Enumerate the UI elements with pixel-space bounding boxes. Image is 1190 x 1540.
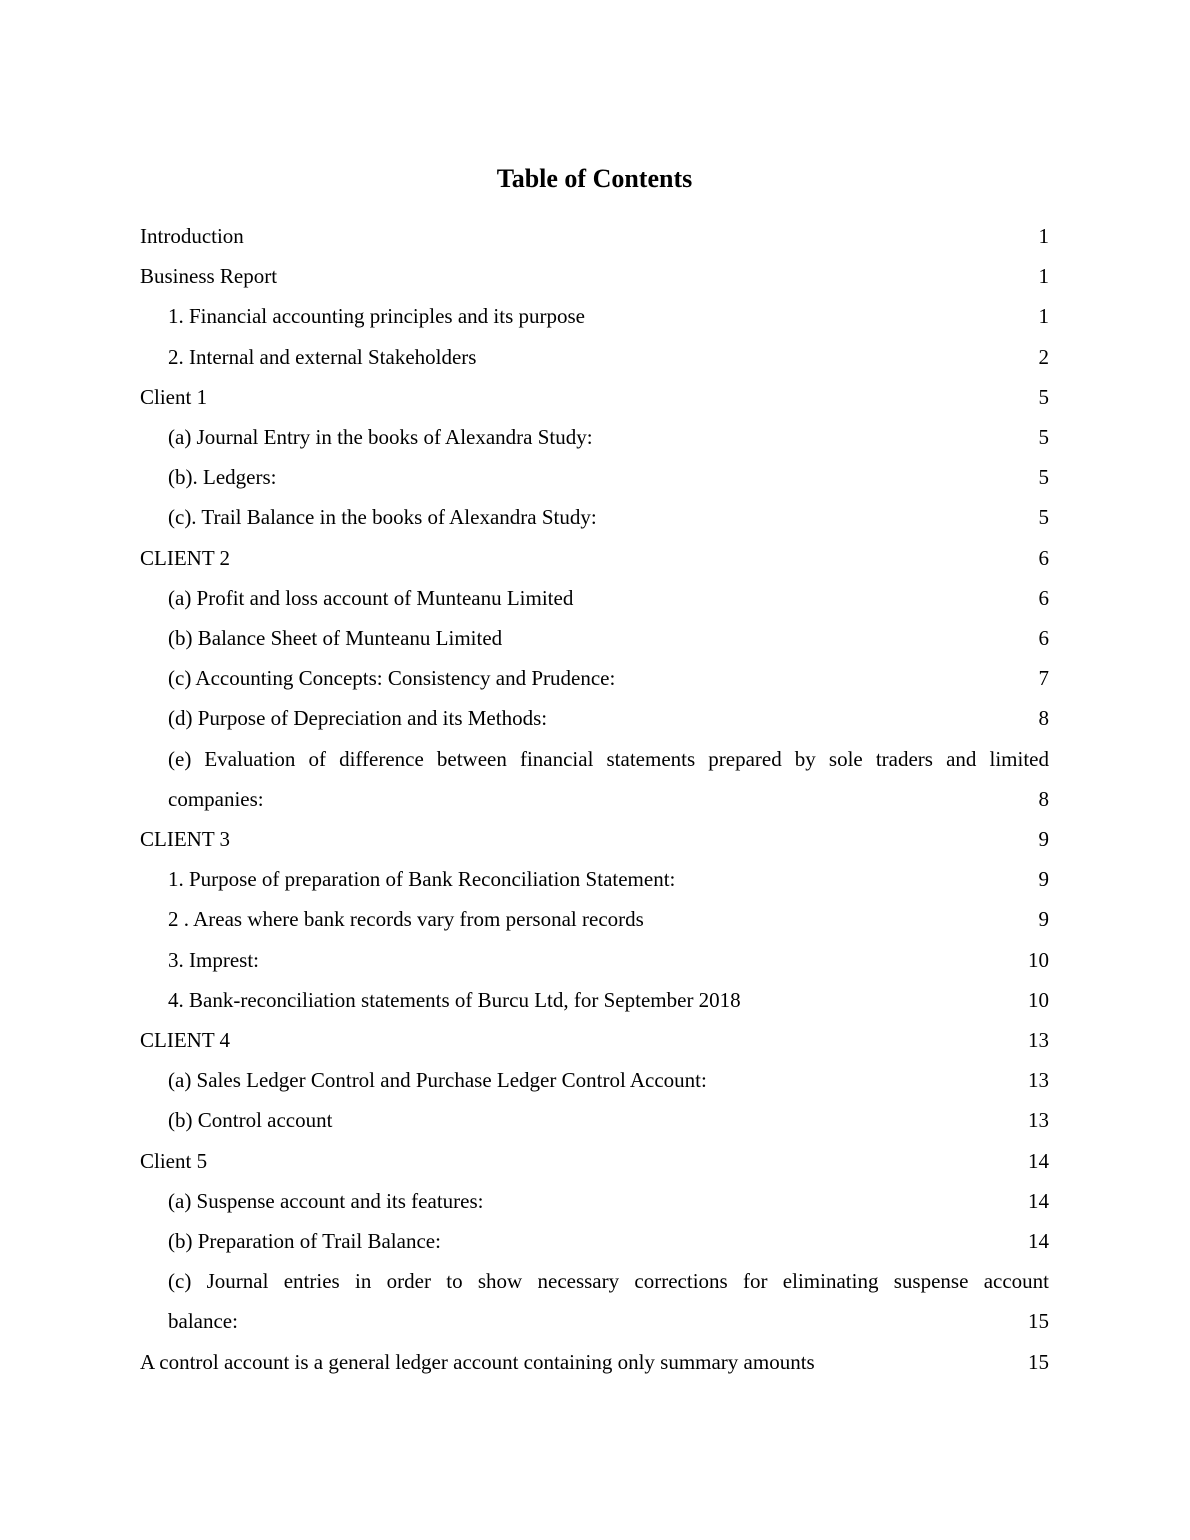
toc-entry-row (140, 819, 1049, 859)
toc-entry-page-number: 10 (1028, 987, 1049, 1012)
toc-entry-label: Client 1 (140, 384, 208, 409)
toc-entry-page-number: 15 (1028, 1349, 1049, 1374)
toc-entry-page-number: 9 (1038, 867, 1049, 892)
toc-entry-row (168, 940, 1049, 980)
toc-entry[interactable] (140, 417, 1049, 457)
toc-entry-row (140, 1141, 1049, 1181)
toc-entry-page-number: 15 (1028, 1309, 1049, 1334)
toc-entry-page-number: 5 (1038, 505, 1049, 530)
toc-entry[interactable] (140, 1100, 1049, 1140)
toc-entry-page-number: 5 (1038, 425, 1049, 450)
toc-entry[interactable] (140, 739, 1049, 819)
dot-leader (238, 1307, 1028, 1328)
toc-entry-label: (b) Control account (168, 1108, 333, 1133)
toc-entry[interactable] (140, 578, 1049, 618)
toc-entry-label: (c). Trail Balance in the books of Alexandra Study: (168, 505, 597, 530)
dot-leader (573, 584, 1038, 605)
toc-entry[interactable] (140, 698, 1049, 738)
toc-entry[interactable] (140, 819, 1049, 859)
toc-entry-page-number: 2 (1038, 344, 1049, 369)
toc-entry-label: companies: (168, 786, 264, 811)
toc-entry-label: (a) Sales Ledger Control and Purchase Ledger Control Account: (168, 1068, 707, 1093)
toc-entry[interactable] (140, 216, 1049, 256)
toc-entry-row (168, 1060, 1049, 1100)
toc-entry-label: CLIENT 2 (140, 545, 231, 570)
toc-entry-row (140, 1342, 1049, 1382)
toc-entry[interactable] (140, 859, 1049, 899)
toc-entry-label: Client 5 (140, 1148, 208, 1173)
toc-entry-page-number: 5 (1038, 384, 1049, 409)
toc-entry-row (168, 1100, 1049, 1140)
dot-leader (476, 343, 1038, 364)
dot-leader (741, 986, 1028, 1007)
dot-leader (441, 1227, 1028, 1248)
toc-entry[interactable] (140, 1261, 1049, 1341)
dot-leader (675, 865, 1038, 886)
dot-leader (483, 1187, 1028, 1208)
toc-entry-page-number: 8 (1038, 706, 1049, 731)
toc-entry-label: (d) Purpose of Depreciation and its Methods: (168, 706, 548, 731)
toc-entry-row (168, 658, 1049, 698)
toc-entry[interactable] (140, 1020, 1049, 1060)
dot-leader (264, 785, 1039, 806)
toc-entry[interactable] (140, 1221, 1049, 1261)
toc-entry-page-number: 9 (1038, 827, 1049, 852)
toc-entry-row (168, 457, 1049, 497)
toc-entry[interactable] (140, 1342, 1049, 1382)
dot-leader (597, 503, 1039, 524)
toc-entry-row (168, 337, 1049, 377)
toc-entry-row (168, 779, 1049, 819)
toc-entry-page-number: 13 (1028, 1108, 1049, 1133)
toc-entry[interactable] (140, 1141, 1049, 1181)
toc-entry-row (168, 1301, 1049, 1341)
toc-entry-row (168, 698, 1049, 738)
toc-entry-label: Business Report (140, 264, 278, 289)
dot-leader (244, 222, 1039, 243)
dot-leader (207, 1147, 1028, 1168)
toc-entry-label: (b). Ledgers: (168, 465, 277, 490)
toc-entry-page-number: 8 (1038, 786, 1049, 811)
toc-entry-page-number: 14 (1028, 1229, 1049, 1254)
dot-leader (230, 544, 1038, 565)
toc-entry-row (140, 1020, 1049, 1060)
toc-entry[interactable] (140, 497, 1049, 537)
dot-leader (230, 1026, 1028, 1047)
toc-entry-label: Introduction (140, 224, 244, 248)
toc-entry-label: CLIENT 4 (140, 1028, 231, 1053)
toc-entry-row (168, 859, 1049, 899)
dot-leader (547, 704, 1038, 725)
toc-entry-page-number: 13 (1028, 1068, 1049, 1093)
toc-entry-label: A control account is a general ledger account containing only summary amounts (140, 1349, 815, 1374)
toc-entry-row (168, 578, 1049, 618)
toc-entry[interactable] (140, 658, 1049, 698)
toc-entry[interactable] (140, 296, 1049, 336)
dot-leader (644, 905, 1039, 926)
toc-entry-row (168, 497, 1049, 537)
toc-entry-row (168, 899, 1049, 939)
toc-entry-page-number: 14 (1028, 1188, 1049, 1213)
dot-leader (259, 946, 1028, 967)
toc-entry-page-number: 14 (1028, 1148, 1049, 1173)
toc-entry-label: 1. Financial accounting principles and its purpose (168, 304, 585, 329)
dot-leader (207, 383, 1038, 404)
toc-entry-label: (c) Accounting Concepts: Consistency and Prudence: (168, 666, 616, 691)
toc-title: Table of Contents (496, 164, 693, 193)
toc-entry-page-number: 9 (1038, 907, 1049, 932)
toc-entry-label: 4. Bank-reconciliation statements of Burcu Ltd, for September 2018 (168, 987, 741, 1012)
toc-entry[interactable] (140, 899, 1049, 939)
toc-entry-row (168, 980, 1049, 1020)
dot-leader (332, 1106, 1028, 1127)
toc-entry[interactable] (140, 337, 1049, 377)
toc-entry-label: (a) Journal Entry in the books of Alexandra Study: (168, 425, 593, 450)
dot-leader (277, 262, 1038, 283)
toc-entry-page-number: 1 (1038, 224, 1049, 248)
toc-entry-page-number: 6 (1038, 545, 1049, 570)
toc-entry-page-number: 6 (1038, 585, 1049, 610)
toc-entry[interactable] (140, 538, 1049, 578)
toc-entry-label: (a) Suspense account and its features: (168, 1188, 484, 1213)
dot-leader (815, 1348, 1028, 1369)
toc-entry-row (140, 377, 1049, 417)
toc-entry[interactable] (140, 256, 1049, 296)
toc-entry-page-number: 10 (1028, 947, 1049, 972)
toc-entry-label: 3. Imprest: (168, 947, 259, 972)
toc-entry-row (168, 296, 1049, 336)
toc-entry[interactable] (140, 618, 1049, 658)
dot-leader (707, 1066, 1028, 1087)
toc-entry-first-line: (e) Evaluation of difference between financial statements prepared by sole traders and limited (168, 746, 1049, 771)
toc-entry-label: CLIENT 3 (140, 827, 231, 852)
toc-entry-page-number: 5 (1038, 465, 1049, 490)
dot-leader (585, 302, 1039, 323)
toc-entry-row (168, 417, 1049, 457)
toc-entry-row (168, 1181, 1049, 1221)
toc-entry[interactable] (140, 1181, 1049, 1221)
toc-entry-row (140, 256, 1049, 296)
dot-leader (502, 624, 1038, 645)
toc-entry-page-number: 1 (1038, 264, 1049, 289)
toc-entry-page-number: 1 (1038, 304, 1049, 329)
toc-entry-page-number: 13 (1028, 1028, 1049, 1053)
toc-entry-label: (b) Balance Sheet of Munteanu Limited (168, 626, 503, 651)
toc-entry-first-line: (c) Journal entries in order to show necessary corrections for eliminating suspense account (168, 1269, 1049, 1294)
toc-entry[interactable] (140, 457, 1049, 497)
dot-leader (615, 664, 1038, 685)
dot-leader (593, 423, 1039, 444)
toc-entry-page-number: 7 (1038, 666, 1049, 691)
toc-list (140, 216, 1049, 1382)
toc-entry-row (168, 618, 1049, 658)
toc-entry-page-number: 6 (1038, 626, 1049, 651)
toc-entry-row (168, 1221, 1049, 1261)
toc-entry[interactable] (140, 1060, 1049, 1100)
toc-entry-row (140, 216, 1049, 256)
toc-entry-label: (a) Profit and loss account of Munteanu Limited (168, 585, 574, 610)
toc-entry-row (140, 538, 1049, 578)
dot-leader (276, 463, 1038, 484)
toc-entry[interactable] (140, 377, 1049, 417)
toc-entry-label: 2. Internal and external Stakeholders (168, 344, 477, 369)
toc-entry-label: balance: (168, 1309, 238, 1334)
toc-entry-label: 2 . Areas where bank records vary from personal records (168, 907, 644, 932)
toc-entry-label: (b) Preparation of Trail Balance: (168, 1229, 441, 1254)
toc-entry-label: 1. Purpose of preparation of Bank Reconciliation Statement: (168, 867, 676, 892)
toc-entry[interactable] (140, 980, 1049, 1020)
toc-entry[interactable] (140, 940, 1049, 980)
dot-leader (230, 825, 1038, 846)
